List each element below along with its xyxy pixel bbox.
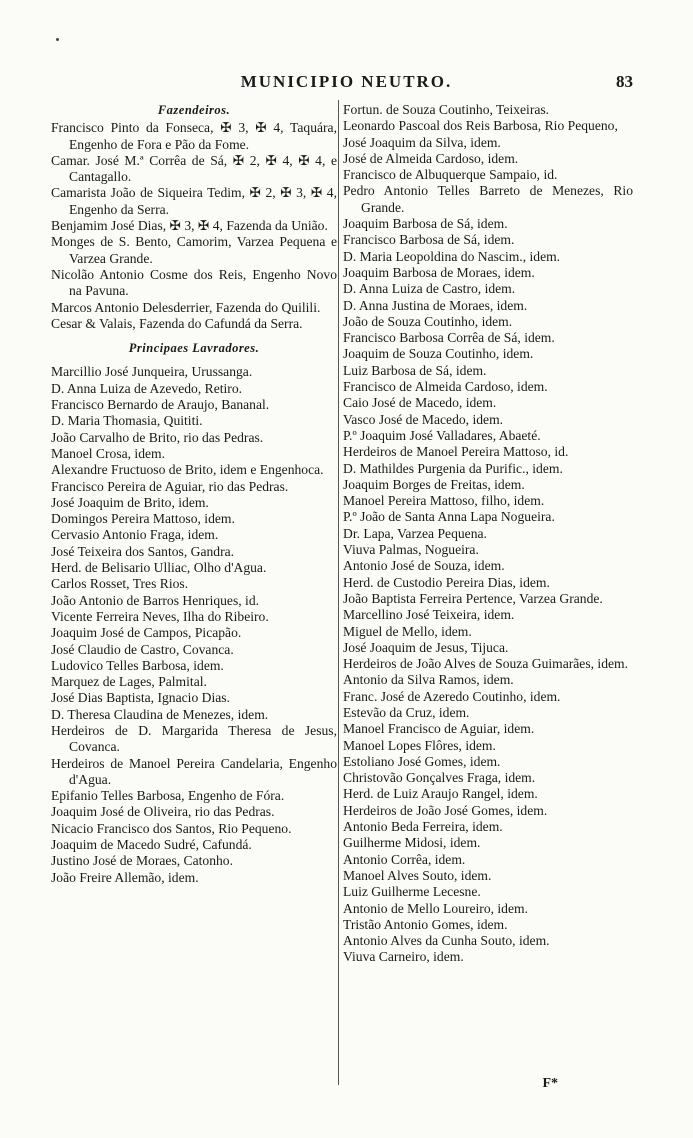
list-item: Manoel Lopes Flôres, idem. <box>343 737 496 753</box>
list-item: Camar. José M.ª Corrêa de Sá, ✠ 2, ✠ 4, ✠ 4, e Cantagallo. <box>51 152 337 185</box>
list-item: Manoel Crosa, idem. <box>51 445 166 461</box>
list-item: Estevão da Cruz, idem. <box>343 704 470 720</box>
list-item: Herdeiros de D. Margarida Theresa de Jesus, Covanca. <box>51 722 337 755</box>
page-header <box>0 72 693 96</box>
list-item: Joaquim Borges de Freitas, idem. <box>343 476 525 492</box>
list-item: José Claudio de Castro, Covanca. <box>51 641 234 657</box>
list-item: Marcos Antonio Delesderrier, Fazenda do Quilili. <box>51 299 321 315</box>
list-item: Vicente Ferreira Neves, Ilha do Ribeiro. <box>51 608 269 624</box>
list-item: Marcillio José Junqueira, Urussanga. <box>51 364 253 380</box>
list-item: Francisco Pereira de Aguiar, rio das Pedras. <box>51 478 289 494</box>
list-item: Justino José de Moraes, Catonho. <box>51 853 233 869</box>
list-item: D. Anna Luiza de Azevedo, Retiro. <box>51 380 243 396</box>
list-item: Antonio José de Souza, idem. <box>343 558 505 574</box>
list-item: Franc. José de Azeredo Coutinho, idem. <box>343 688 561 704</box>
list-item: Manoel Pereira Mattoso, filho, idem. <box>343 493 545 509</box>
list-item: D. Maria Leopoldina do Nascim., idem. <box>343 248 561 264</box>
list-item: José Teixeira dos Santos, Gandra. <box>51 543 235 559</box>
list-item: Camarista João de Siqueira Tedim, ✠ 2, ✠ 3, ✠ 4, Engenho da Serra. <box>51 185 337 217</box>
list-item: João Baptista Ferreira Pertence, Varzea Grande. <box>343 590 603 606</box>
list-item: Epifanio Telles Barbosa, Engenho de Fóra. <box>51 788 285 804</box>
list-item: Monges de S. Bento, Camorim, Varzea Pequena e Varzea Grande. <box>51 234 337 266</box>
list-item: D. Anna Justina de Moraes, idem. <box>343 297 528 313</box>
list-item: Francisco Barbosa Corrêa de Sá, idem. <box>343 330 555 346</box>
list-item: Nicacio Francisco dos Santos, Rio Pequeno. <box>51 820 292 836</box>
list-item: Manoel Francisco de Aguiar, idem. <box>343 721 535 737</box>
list-item: Fortun. de Souza Coutinho, Teixeiras. <box>343 102 550 117</box>
list-item: José Joaquim da Silva, idem. <box>343 134 501 150</box>
list-item: Cervasio Antonio Fraga, idem. <box>51 527 219 543</box>
list-item: Herdeiros de João Alves de Souza Guimarães, idem. <box>343 656 629 672</box>
list-item: D. Mathildes Purgenia da Purific., idem. <box>343 460 563 476</box>
list-item: Herdeiros de Manoel Pereira Mattoso, id. <box>343 444 569 460</box>
list-item: Herd. de Luiz Araujo Rangel, idem. <box>343 786 538 802</box>
list-item: Herdeiros de Manoel Pereira Candelaria, Engenho d'Agua. <box>51 755 337 787</box>
section-heading-fazendeiros: Fazendeiros. <box>157 103 231 117</box>
list-item: Luiz Guilherme Lecesne. <box>343 884 481 900</box>
list-item: P.º Joaquim José Valladares, Abaeté. <box>343 427 541 443</box>
list-item: Viuva Carneiro, idem. <box>343 949 464 965</box>
list-item: Leonardo Pascoal dos Reis Barbosa, Rio Pequeno, <box>343 118 618 134</box>
list-item: José Joaquim de Jesus, Tijuca. <box>343 639 509 655</box>
list-item: João Freire Allemão, idem. <box>51 869 199 885</box>
list-item: Guilherme Midosi, idem. <box>343 835 481 851</box>
list-item: Christovão Gonçalves Fraga, idem. <box>343 770 536 786</box>
list-item: Caio José de Macedo, idem. <box>343 395 497 411</box>
list-item: P.º João de Santa Anna Lapa Nogueira. <box>343 509 555 525</box>
list-item: Marcellino José Teixeira, idem. <box>343 607 515 623</box>
list-item: Francisco de Almeida Cardoso, idem. <box>343 379 548 395</box>
list-item: Miguel de Mello, idem. <box>343 623 472 639</box>
list-item: Herd. de Custodio Pereira Dias, idem. <box>343 574 550 590</box>
list-item: Herd. de Belisario Ulliac, Olho d'Agua. <box>51 560 267 576</box>
left-column <box>51 102 337 886</box>
list-item: João de Souza Coutinho, idem. <box>343 313 513 329</box>
list-item: Francisco Barbosa de Sá, idem. <box>343 232 515 248</box>
list-item: José Joaquim de Brito, idem. <box>51 494 209 510</box>
page-number: 83 <box>616 72 633 91</box>
list-item: Marquez de Lages, Palmital. <box>51 674 207 690</box>
list-item: Cesar & Valais, Fazenda do Cafundá da Serra. <box>51 315 303 331</box>
page-title: MUNICIPIO NEUTRO. <box>240 72 453 91</box>
list-item: Ludovico Telles Barbosa, idem. <box>51 657 224 673</box>
list-item: Benjamim José Dias, ✠ 3, ✠ 4, Fazenda da União. <box>51 218 328 234</box>
list-item: Joaquim Barbosa de Sá, idem. <box>343 216 508 232</box>
list-item: Francisco Bernardo de Araujo, Bananal. <box>51 397 270 413</box>
list-item: Vasco José de Macedo, idem. <box>343 411 504 427</box>
list-item: José Dias Baptista, Ignacio Dias. <box>51 690 230 706</box>
list-item: José de Almeida Cardoso, idem. <box>343 150 519 166</box>
list-item: Antonio de Mello Loureiro, idem. <box>343 900 528 916</box>
column-divider <box>338 100 339 1085</box>
list-item: Carlos Rosset, Tres Rios. <box>51 576 189 592</box>
list-item: Nicolão Antonio Cosme dos Reis, Engenho Novo na Pavuna. <box>51 266 337 299</box>
list-item: Antonio Alves da Cunha Souto, idem. <box>343 933 550 949</box>
list-item: D. Theresa Claudina de Menezes, idem. <box>51 706 269 722</box>
list-item: Joaquim José de Oliveira, rio das Pedras. <box>51 804 275 820</box>
signature-mark: F* <box>542 1076 558 1091</box>
list-item: Joaquim de Souza Coutinho, idem. <box>343 346 534 362</box>
list-item: D. Maria Thomasia, Quititi. <box>51 413 203 429</box>
list-item: Dr. Lapa, Varzea Pequena. <box>343 525 487 541</box>
list-item: Francisco de Albuquerque Sampaio, id. <box>343 167 558 183</box>
list-item: Francisco Pinto da Fonseca, ✠ 3, ✠ 4, Taquára, Engenho de Fora e Pão da Fome. <box>51 120 337 152</box>
list-item: Antonio da Silva Ramos, idem. <box>343 672 514 688</box>
right-column <box>343 102 633 966</box>
list-item: D. Anna Luiza de Castro, idem. <box>343 281 516 297</box>
list-item: Herdeiros de João José Gomes, idem. <box>343 802 548 818</box>
list-item: Luiz Barbosa de Sá, idem. <box>343 362 487 378</box>
list-item: Joaquim José de Campos, Picapão. <box>51 625 242 641</box>
list-item: Domingos Pereira Mattoso, idem. <box>51 511 235 527</box>
list-item: Antonio Beda Ferreira, idem. <box>343 819 503 835</box>
list-item: João Carvalho de Brito, rio das Pedras. <box>51 429 264 445</box>
list-item: Antonio Corrêa, idem. <box>343 851 466 867</box>
list-item: Tristão Antonio Gomes, idem. <box>343 916 508 932</box>
list-item: Alexandre Fructuoso de Brito, idem e Engenhoca. <box>51 462 324 478</box>
list-item: Viuva Palmas, Nogueira. <box>343 542 479 558</box>
list-item: Estoliano José Gomes, idem. <box>343 753 501 769</box>
list-item: Joaquim de Macedo Sudré, Cafundá. <box>51 837 252 853</box>
section-heading-lavradores: Principaes Lavradores. <box>128 341 260 356</box>
print-speck <box>56 38 59 41</box>
list-item: Joaquim Barbosa de Moraes, idem. <box>343 264 535 280</box>
list-item: Pedro Antonio Telles Barreto de Menezes, Rio Grande. <box>343 183 633 215</box>
list-item: Manoel Alves Souto, idem. <box>343 867 492 883</box>
list-item: João Antonio de Barros Henriques, id. <box>51 592 260 608</box>
